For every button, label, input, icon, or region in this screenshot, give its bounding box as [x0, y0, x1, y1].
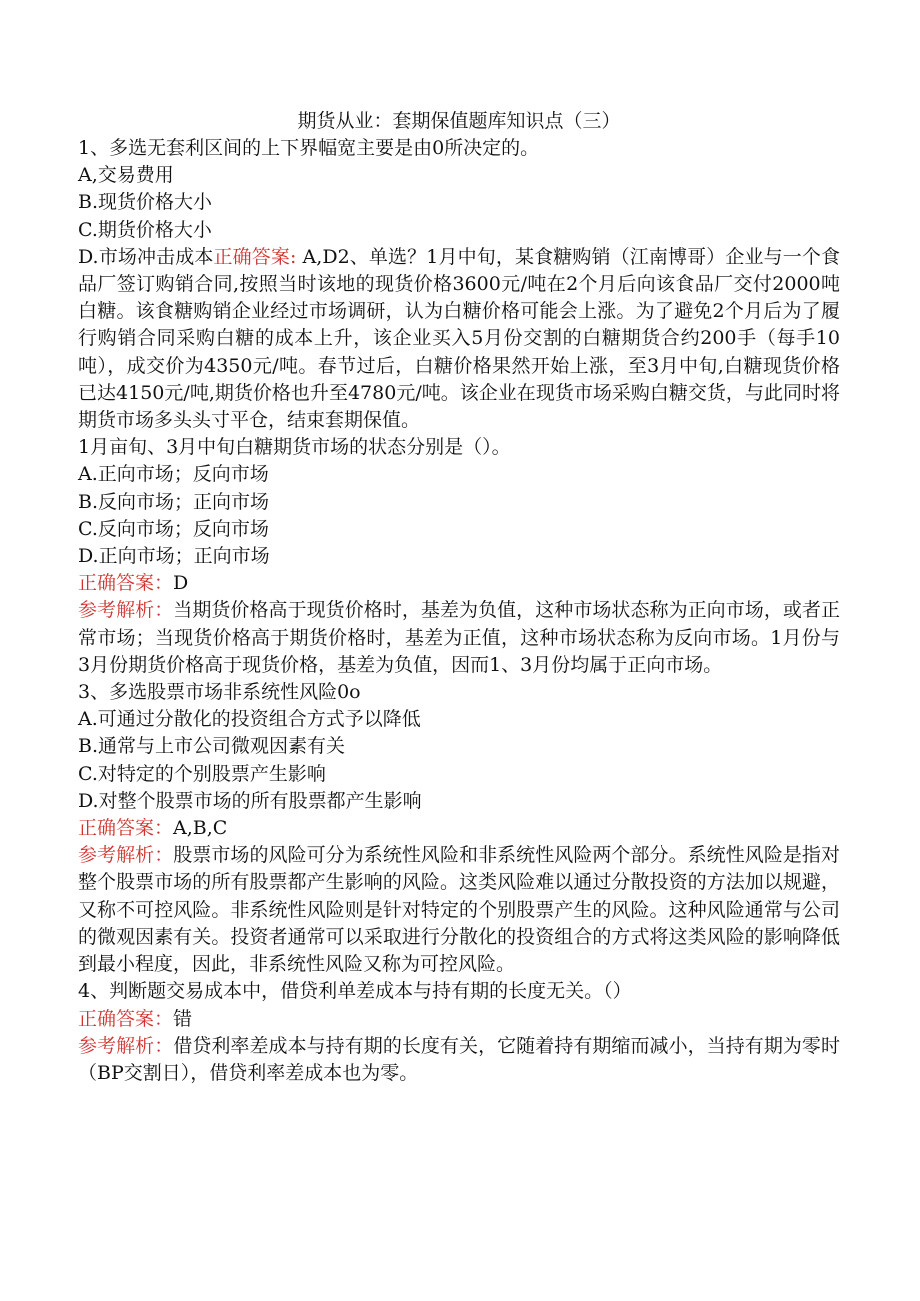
q4-answer [78, 1006, 840, 1033]
q1-option-d: D.市场冲击成本 [78, 245, 214, 268]
q3-analysis-text: 股票市场的风险可分为系统性风险和非系统性风险两个部分。系统性风险是指对整个股票市场的所有股票都产生影响的风险。这类风险难以通过分散投资的方法加以规避，又称不可控风险。非系统性风险则是针对特定的个别股票产生的风险。这种风险通常与公司的微观因素有关。投资者通常可以采取进行分散化的投资组合的方式将这类风险的影响降低到最小程度，因此，非系统性风险又称为可控风险。 [78, 844, 840, 976]
page-title: 期货从业：套期保值题库知识点（三） [297, 110, 621, 132]
document-page [78, 108, 840, 1087]
q2-analysis-label: 参考解析： [78, 599, 174, 622]
q3-answer-value: A,B,C [173, 817, 228, 840]
q2-answer-value: D [173, 572, 189, 595]
q2-option-c: C.反向市场；反向市场 [78, 517, 269, 540]
q3-option-d: D.对整个股票市场的所有股票都产生影响 [78, 789, 422, 812]
q4-answer-label: 正确答案： [78, 1007, 174, 1030]
q3-option-b: B.通常与上市公司微观因素有关 [78, 735, 346, 758]
q2-answer-label: 正确答案： [78, 572, 174, 595]
q3-option-c: C.对特定的个别股票产生影响 [78, 762, 326, 785]
q3-answer-label: 正确答案： [78, 817, 174, 840]
q3-analysis-label: 参考解析： [78, 844, 174, 867]
q1-answer-value: A,D [296, 245, 338, 268]
q2-option-b: B.反向市场；正向市场 [78, 490, 270, 513]
q1-stem: 1、多选无套利区间的上下界幅宽主要是由0所决定的。 [78, 137, 540, 159]
q2-option-a: A.正向市场；反向市场 [78, 463, 269, 486]
q1-option-a: A,交易费用 [78, 164, 174, 187]
q4-analysis-text: 借贷利率差成本与持有期的长度有关，它随着持有期缩而减小，当持有期为零时（BP交割日），借贷利率差成本也为零。 [78, 1034, 840, 1084]
q1-answer-label: 正确答案: [213, 245, 297, 268]
q4-analysis-label: 参考解析： [78, 1034, 174, 1057]
q2-analysis-text: 当期货价格高于现货价格时，基差为负值，这种市场状态称为正向市场，或者正常市场；当现货价格高于期货价格时，基差为正值，这种市场状态称为反向市场。1月份与3月份期货价格高于现货价格，基差为负值，因而1、3月份均属于正向市场。 [78, 599, 840, 676]
q1-d-and-q2-stem [78, 244, 840, 434]
q2-analysis [78, 597, 840, 679]
q4-stem: 4、判断题交易成本中，借贷利单差成本与持有期的长度无关。（） [78, 980, 632, 1003]
q3-analysis [78, 842, 840, 978]
q3-option-a: A.可通过分散化的投资组合方式予以降低 [78, 708, 421, 731]
q1-option-c: C.期货价格大小 [78, 218, 212, 241]
q2-question: 1月亩旬、3月中旬白糖期货市场的状态分别是（）。 [78, 436, 511, 459]
q4-analysis [78, 1033, 840, 1087]
q2-option-d: D.正向市场；正向市场 [78, 545, 270, 568]
q4-answer-value: 错 [173, 1007, 193, 1030]
q2-answer [78, 570, 840, 597]
q1-option-b: B.现货价格大小 [78, 191, 213, 214]
q3-stem: 3、多选股票市场非系统性风险0o [78, 681, 361, 704]
q3-answer [78, 815, 840, 842]
q2-stem: 2、单选？1月中旬，某食糖购销（江南博哥）企业与一个食品厂签订购销合同,按照当时该地的现货价格3600元/吨在2个月后向该食品厂交付2000吨白糖。该食糖购销企业经过市场调研，认为白糖价格可能会上涨。为了避免2个月后为了履行购销合同采购白糖的成本上升，该企业买入5月份交割的白糖期货合约200手（每手10吨），成交价为4350元/吨。春节过后，白糖价格果然开始上涨，至3月中旬,白糖现货价格已达4150元/吨,期货价格也升至4780元/吨。该企业在现货市场采购白糖交货，与此同时将期货市场多头头寸平仓，结束套期保值。 [78, 245, 840, 432]
